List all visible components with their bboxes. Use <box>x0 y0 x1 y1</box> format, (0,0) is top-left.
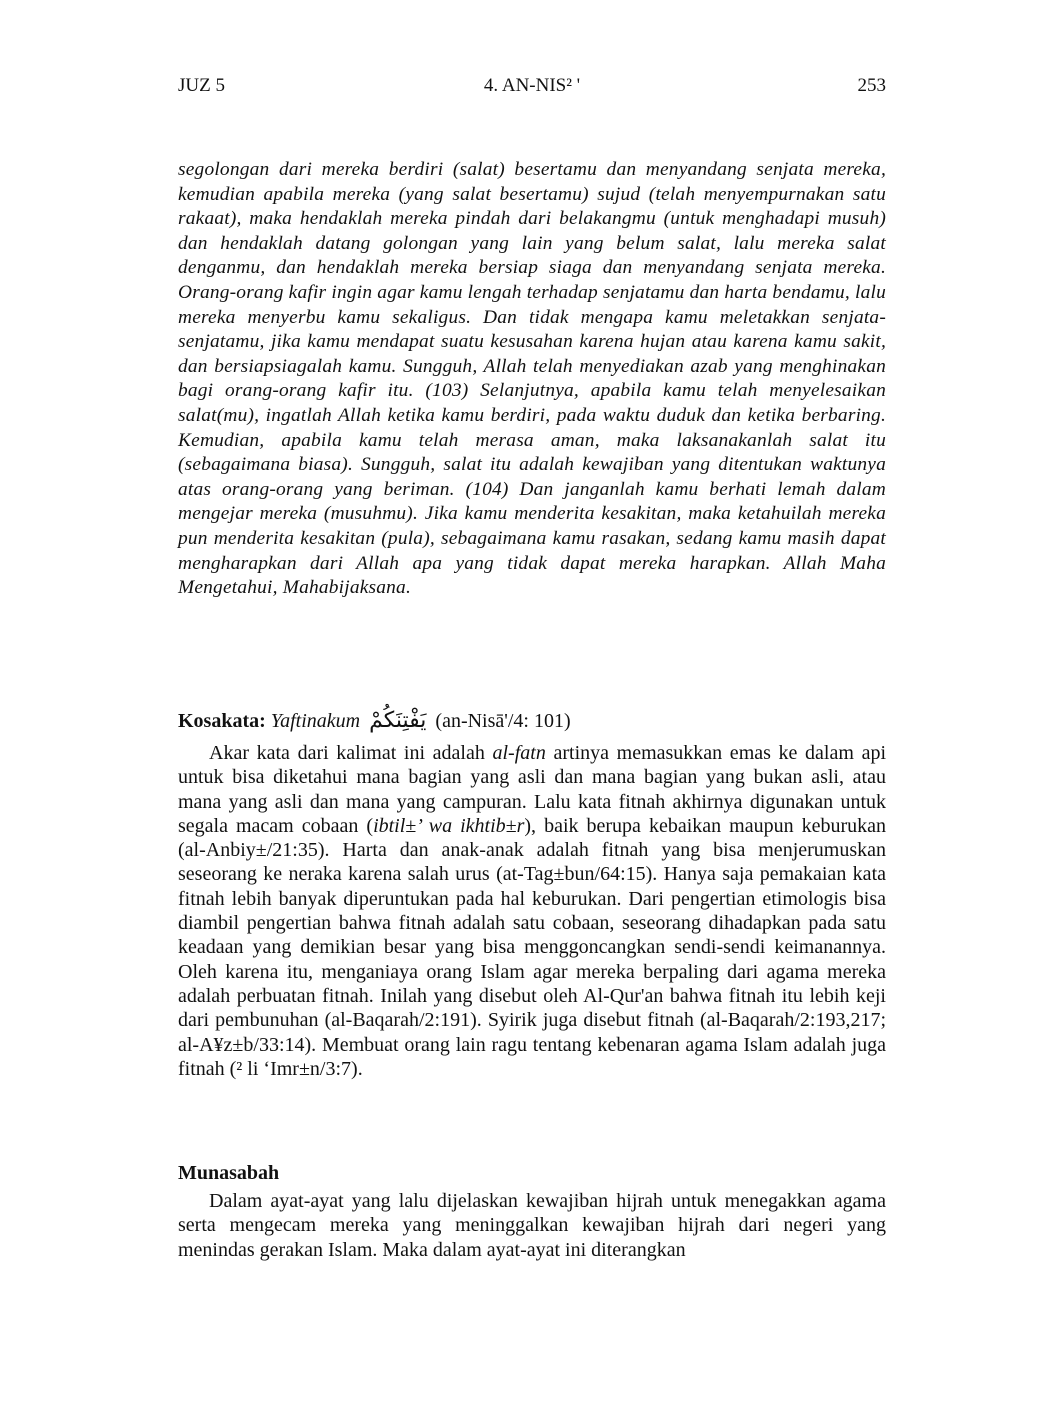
italic-term: ibtil±’ wa ikhtib±r <box>373 814 525 837</box>
kosakata-reference: (an-Nisā'/4: 101) <box>435 710 571 732</box>
juz-label: JUZ 5 <box>178 75 225 96</box>
translation-text: segolongan dari mereka berdiri (salat) besertamu dan menyandang senjata mereka, kemudian apabila mereka (yang salat besertamu) sujud (telah menyempurnakan satu rakaat), maka hendaklah mereka pindah dari belakangmu (untuk menghadapi musuh) dan hendaklah datang golongan yang lain yang belum salat, lalu mereka salat denganmu, dan hendaklah mereka bersiap siaga dan menyandang senjata mereka. Orang-orang kafir ingin agar kamu lengah terhadap senjatamu dan harta bendamu, lalu mereka menyerbu kamu sekaligus. Dan tidak mengapa kamu meletakkan senjata-senjatamu, jika kamu mendapat suatu kesusahan karena hujan atau karena kamu sakit, dan bersiapsiagalah kamu. Sungguh, Allah telah menyediakan azab yang menghinakan bagi orang-orang kafir itu. (103) Selanjutnya, apabila kamu telah menyelesaikan salat(mu), ingatlah Allah ketika kamu berdiri, pada waktu duduk dan ketika berbaring. Kemudian, apabila kamu telah merasa aman, maka laksanakanlah salat itu (sebagaimana biasa). Sungguh, salat itu adalah kewajiban yang ditentukan waktunya atas orang-orang yang beriman. (104) Dan janganlah kamu berhati lemah dalam mengejar mereka (musuhmu). Jika kamu menderita kesakitan, maka ketahuilah mereka pun menderita kesakitan (pula), sebagaimana kamu rasakan, sedang kamu masih dapat mengharapkan dari Allah apa yang tidak dapat mereka harapkan. Allah Maha Mengetahui, Mahabijaksana. <box>178 159 886 599</box>
munasabah-section <box>178 1189 886 1262</box>
munasabah-heading: Munasabah <box>178 1162 280 1184</box>
verse-translation <box>178 158 886 601</box>
text-segment: ), baik berupa kebaikan maupun keburukan (al-Anbiy±/21:35). Harta dan anak-anak adalah fitnah yang bisa menjerumuskan seseorang ke neraka karena salah urus (at-Tag±bun/64:15). Hanya saja pemakaian kata fitnah lebih banyak diperuntukan pada hal keburukan. Dari pengertian etimologis bisa diambil pengertian bahwa fitnah adalah satu cobaan, seseorang dihadapkan pada satu keadaan yang demikian besar yang bisa menggoncangkan sendi-sendi keimanannya. Oleh karena itu, menganiaya orang Islam agar mereka berpaling dari agama mereka adalah perbuatan fitnah. Inilah yang disebut oleh Al-Qur'an bahwa fitnah itu lebih keji dari pembunuhan (al-Baqarah/2:191). Syirik juga disebut fitnah (al-Baqarah/2:193,217; al-A¥z±b/33:14). Membuat orang lain ragu tentang kebenaran agama Islam adalah juga fitnah (² li ‘Imr±n/3:7). <box>178 814 887 1080</box>
text-segment: Akar kata dari kalimat ini adalah <box>209 742 493 764</box>
kosakata-label: Kosakata: <box>178 710 266 732</box>
kosakata-heading <box>178 708 886 734</box>
kosakata-paragraph <box>178 741 886 1081</box>
kosakata-explanation <box>178 741 886 1081</box>
surah-title: 4. AN-NIS² ' <box>483 75 581 96</box>
page-header <box>178 73 886 101</box>
kosakata-term: Yaftinakum <box>270 710 361 732</box>
munasabah-paragraph: Dalam ayat-ayat yang lalu dijelaskan kewajiban hijrah untuk menegakkan agama serta mengecam mereka yang meninggalkan kewajiban hijrah dari negeri yang menindas gerakan Islam. Maka dalam ayat-ayat ini diterangkan <box>178 1190 886 1261</box>
italic-term: al-fatn <box>492 742 546 764</box>
text-segment: artinya memasukkan emas ke dalam api untuk bisa diketahui mana bagian yang asli dan mana bagian yang bukan asli, atau mana yang asli dan mana yang campuran. Lalu kata fitnah akhirnya digunakan untuk segala macam cobaan ( <box>178 742 886 837</box>
arabic-term: يَفْتِنَكُمْ <box>369 708 427 733</box>
page-number: 253 <box>857 75 886 96</box>
